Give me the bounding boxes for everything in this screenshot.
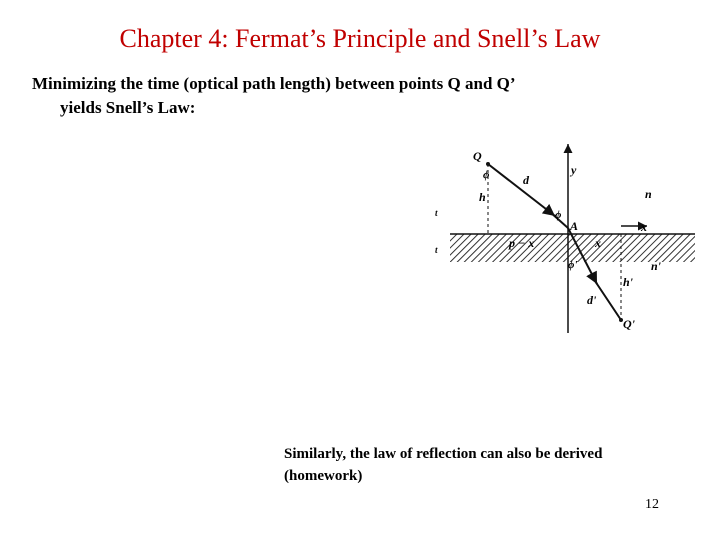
label-x-seg: x bbox=[595, 236, 601, 250]
label-d-prime: d' bbox=[587, 293, 597, 307]
label-h: h bbox=[479, 190, 486, 204]
snell-diagram bbox=[425, 138, 710, 338]
label-q-prime: Q' bbox=[623, 317, 635, 331]
note-line-1: Similarly, the law of reflection can also be derived bbox=[284, 446, 603, 462]
label-t-bottom: t bbox=[435, 245, 438, 255]
label-phi-prime: ϕ' bbox=[568, 259, 578, 271]
page-number: 12 bbox=[645, 497, 659, 512]
snell-diagram-svg bbox=[425, 138, 710, 338]
label-a: A bbox=[570, 219, 579, 233]
note-text bbox=[284, 443, 684, 487]
label-h-prime: h' bbox=[623, 275, 634, 289]
label-x-axis: x bbox=[641, 220, 647, 234]
intro-line-2: yields Snell’s Law: bbox=[60, 98, 196, 117]
label-phi-top: ϕ bbox=[483, 169, 490, 181]
slide-title: Chapter 4: Fermat’s Principle and Snell’s Law bbox=[119, 24, 601, 53]
refracted-ray bbox=[593, 278, 621, 320]
note-line-2: (homework) bbox=[284, 468, 363, 484]
label-y: y bbox=[571, 163, 577, 177]
point-q bbox=[486, 162, 490, 166]
label-n-prime: n' bbox=[651, 259, 662, 273]
label-q: Q bbox=[473, 149, 482, 163]
label-t-top: t bbox=[435, 208, 438, 218]
label-phi-center: ϕ bbox=[555, 209, 562, 221]
intro-text bbox=[32, 72, 652, 120]
label-d: d bbox=[523, 173, 529, 187]
incident-ray-arrow bbox=[488, 164, 555, 216]
intro-line-1: Minimizing the time (optical path length) between points Q and Q’ bbox=[32, 74, 516, 93]
label-p-minus-x: p − x bbox=[509, 236, 535, 250]
label-n: n bbox=[645, 187, 652, 201]
